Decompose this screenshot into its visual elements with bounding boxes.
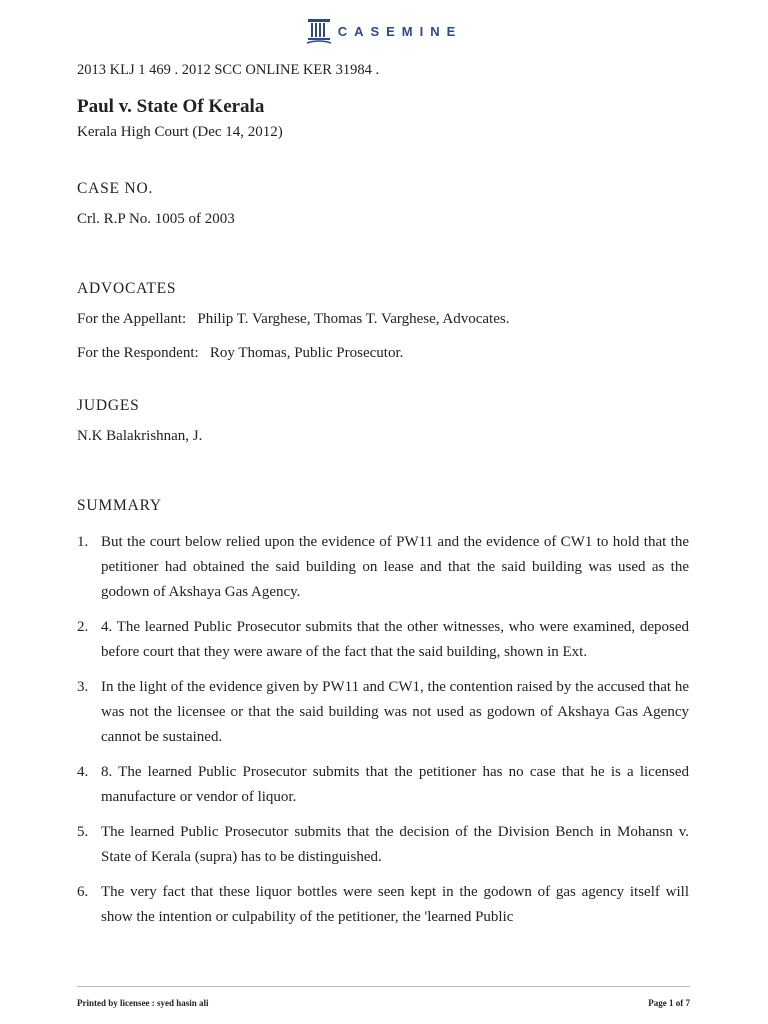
casemine-logo [0, 16, 768, 46]
pillar-logo-icon [306, 16, 332, 46]
list-item-text: In the light of the evidence given by PW11 and CW1, the contention raised by the accused that he was not the licensee or that the said building was not used as godown of Akshaya Gas Agency cannot be sustained. [101, 679, 689, 745]
printed-by: Printed by licensee : syed hasin ali [77, 998, 209, 1008]
list-item [77, 675, 689, 750]
list-item [77, 880, 689, 930]
advocates-heading: ADVOCATES [77, 280, 177, 297]
list-item [77, 820, 689, 870]
case-no-value: Crl. R.P No. 1005 of 2003 [77, 211, 235, 227]
case-no-heading: CASE NO. [77, 180, 154, 197]
list-item-number: 5. [77, 824, 89, 840]
list-item-text: The learned Public Prosecutor submits that the decision of the Division Bench in Mohansn v. State of Kerala (supra) has to be distinguished. [101, 824, 689, 865]
list-item-number: 1. [77, 534, 89, 550]
list-item-number: 6. [77, 884, 89, 900]
summary-heading: SUMMARY [77, 497, 162, 514]
appellant-advocates: For the Appellant: Philip T. Varghese, Thomas T. Varghese, Advocates. [77, 311, 510, 327]
page-number: Page 1 of 7 [648, 998, 690, 1008]
list-item-text: 8. The learned Public Prosecutor submits that the petitioner has no case that he is a licensed manufacture or vendor of liquor. [101, 764, 689, 805]
judges-heading: JUDGES [77, 397, 140, 414]
citation: 2013 KLJ 1 469 . 2012 SCC ONLINE KER 31984 . [77, 62, 380, 78]
list-item-text: But the court below relied upon the evidence of PW11 and the evidence of CW1 to hold that the petitioner had obtained the said building on lease and that the said building was used as the godown of Akshaya Gas Agency. [101, 534, 689, 600]
court-and-date: Kerala High Court (Dec 14, 2012) [77, 124, 283, 140]
case-title: Paul v. State Of Kerala [77, 96, 265, 117]
list-item-number: 2. [77, 619, 89, 635]
judges-value: N.K Balakrishnan, J. [77, 428, 203, 444]
list-item-text: The very fact that these liquor bottles were seen kept in the godown of gas agency itself will show the intention or culpability of the petitioner, the 'learned Public [101, 884, 689, 925]
brand-name: CASEMINE [337, 23, 463, 39]
list-item-number: 3. [77, 679, 89, 695]
list-item-number: 4. [77, 764, 89, 780]
list-item [77, 615, 689, 665]
list-item [77, 530, 689, 605]
list-item-text: 4. The learned Public Prosecutor submits that the other witnesses, who were examined, deposed before court that they were aware of the fact that the said building, shown in Ext. [101, 619, 689, 660]
list-item [77, 760, 689, 810]
respondent-advocates: For the Respondent: Roy Thomas, Public Prosecutor. [77, 345, 404, 361]
summary-list [77, 530, 689, 940]
footer-divider [77, 986, 690, 987]
